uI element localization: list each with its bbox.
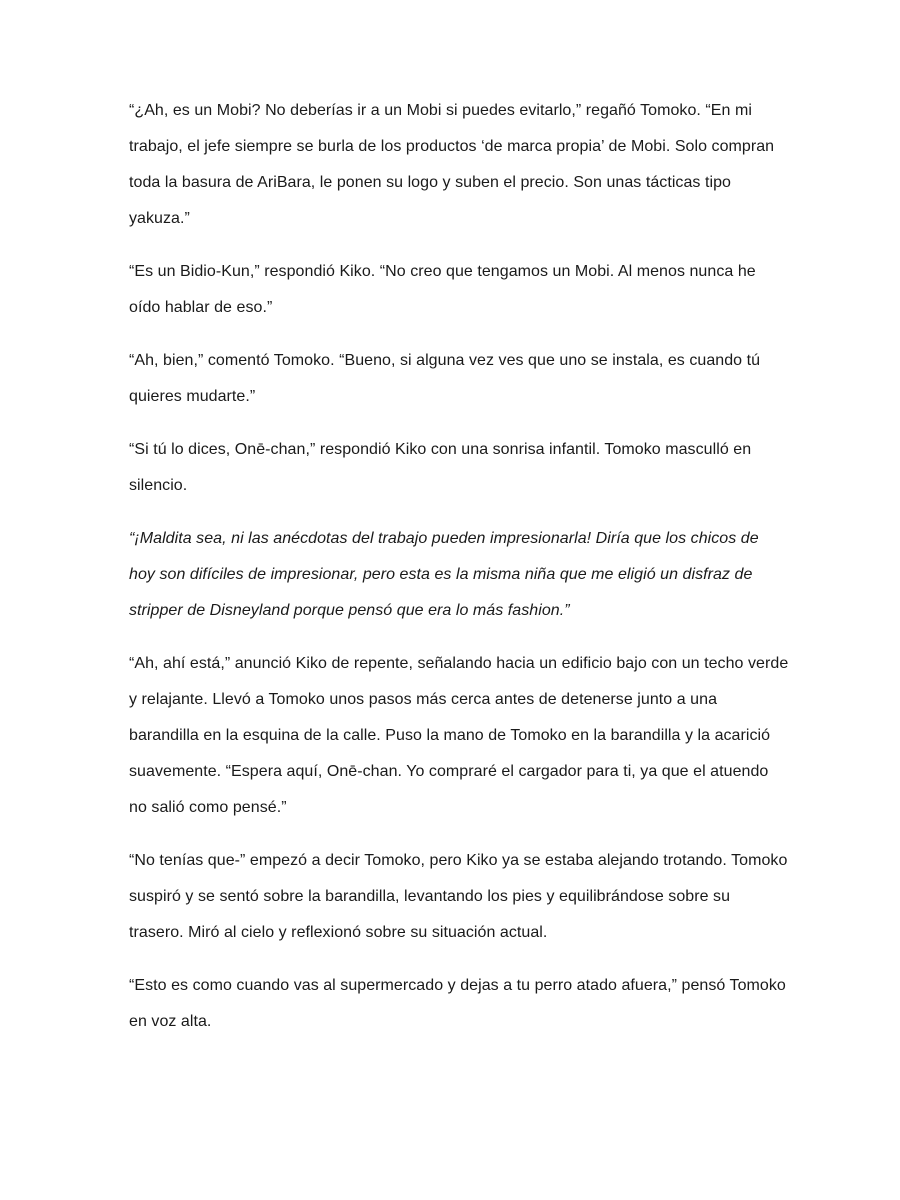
paragraph-tomoko-comment: “Ah, bien,” comentó Tomoko. “Bueno, si alguna vez ves que uno se instala, es cuando tú quieres mudarte.”: [129, 352, 761, 405]
paragraph-arrival-store: “Ah, ahí está,” anunció Kiko de repente, señalando hacia un edificio bajo con un techo verde y relajante. Llevó a Tomoko unos pasos más cerca antes de detenerse junto a una barandilla en la esquina de la calle. Puso la mano de Tomoko en la barandilla y la acarició suavemente. “Espera aquí, Onē-chan. Yo compraré el cargador para ti, ya que el atuendo no salió como pensé.”: [129, 655, 789, 816]
paragraph-kiko-smile: “Si tú lo dices, Onē-chan,” respondió Kiko con una sonrisa infantil. Tomoko masculló en silencio.: [129, 441, 752, 494]
paragraph-tomoko-waits: “No tenías que-” empezó a decir Tomoko, pero Kiko ya se estaba alejando trotando. Tomoko suspiró y se sentó sobre la barandilla, levantando los pies y equilibrándose sobre su trasero. Miró al cielo y reflexionó sobre su situación actual.: [129, 852, 788, 941]
paragraph-bidio-kun-reply: “Es un Bidio-Kun,” respondió Kiko. “No creo que tengamos un Mobi. Al menos nunca he oído hablar de eso.”: [129, 263, 756, 316]
paragraph-dog-analogy: “Esto es como cuando vas al supermercado y dejas a tu perro atado afuera,” pensó Tomoko en voz alta.: [129, 977, 786, 1030]
story-text-body: [129, 93, 789, 1057]
paragraph-inner-thought: “¡Maldita sea, ni las anécdotas del trabajo pueden impresionarla! Diría que los chicos de hoy son difíciles de impresionar, pero esta es la misma niña que me eligió un disfraz de stripper de Disneyland porque pensó que era lo más fashion.”: [129, 530, 759, 619]
paragraph-mobi-scolding: “¿Ah, es un Mobi? No deberías ir a un Mobi si puedes evitarlo,” regañó Tomoko. “En mi trabajo, el jefe siempre se burla de los productos ‘de marca propia’ de Mobi. Solo compran toda la basura de AriBara, le ponen su logo y suben el precio. Son unas tácticas tipo yakuza.”: [129, 102, 775, 227]
